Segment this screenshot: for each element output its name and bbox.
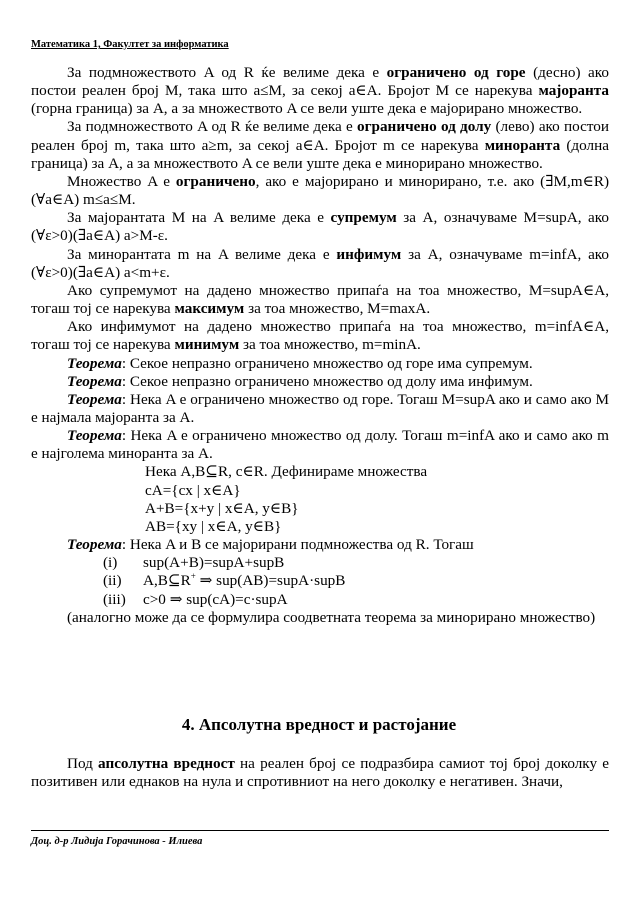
- list-number: (iii): [103, 590, 126, 608]
- term-absolute-value: апсолутна вредност: [98, 755, 235, 772]
- theorem-text: : Нека A и B се мајорирани подмножества од R. Тогаш: [121, 536, 474, 554]
- text-run: за A, означуваме M=supA, ако (∀ε>0)(∃a∈A) a>M-ε.: [31, 209, 609, 245]
- theorem-label: Теорема: [67, 536, 122, 554]
- theorem-text: : Нека A е ограничено множество од горе. Тогаш M=supA ако и само ако M е најмала мајоранта за A.: [31, 390, 609, 426]
- list-text: [143, 572, 345, 590]
- theorem-3: [31, 391, 609, 427]
- term-bounded: ограничено: [175, 172, 256, 190]
- theorem-4: [31, 427, 609, 463]
- definition-line: A+B={x+y | x∈A, y∈B}: [145, 499, 299, 517]
- theorem-text: : Секое непразно ограничено множество од долу има инфимум.: [121, 372, 533, 390]
- theorem-label: Теорема: [67, 390, 122, 408]
- page-footer: Доц. д-р Лидија Горачинова - Илиева: [31, 836, 203, 847]
- paragraph-absolute-value: [31, 755, 609, 791]
- theorem-2: [31, 373, 609, 391]
- theorem-text: : Нека A е ограничено множество од долу. Тогаш m=infA ако и само ако m е најголема миноранта за A.: [31, 427, 609, 463]
- list-text-post: ⇒ sup(AB)=supA·supB: [195, 572, 346, 590]
- text-run: за тоа множество, m=minA.: [239, 336, 421, 354]
- text-run: (долна граница) за A, а за множеството A се вели уште дека е минорирано множество.: [31, 136, 609, 172]
- paragraph-bounded-above: [31, 64, 609, 118]
- term-infimum: инфимум: [336, 245, 402, 263]
- text-run: (горна граница) за A, а за множеството A се вели уште дека е мајорирано множество.: [31, 100, 583, 118]
- paragraph-bounded: [31, 173, 609, 209]
- text-run: за тоа множество, M=maxA.: [244, 300, 431, 318]
- theorem-label: Теорема: [67, 354, 122, 372]
- term-supremum: супремум: [330, 209, 397, 227]
- section-title: 4. Апсолутна вредност и растојание: [181, 715, 457, 734]
- term-bounded-above: ограничено од горе: [386, 64, 526, 81]
- text-run: Множество A е: [67, 172, 176, 190]
- paragraph-bounded-below: [31, 118, 609, 172]
- text-run: За подмножеството A од R ќе велиме дека е: [67, 64, 387, 81]
- text-run: , ако е мајорирано и минорирано, т.е. ако (∃M,m∈R)(∀a∈A) m≤a≤M.: [31, 172, 610, 209]
- list-number: (ii): [103, 572, 122, 590]
- term-bounded-below: ограничено од долу: [357, 118, 492, 136]
- section-paragraph: [31, 755, 609, 791]
- definition-line: AB={xy | x∈A, y∈B}: [145, 517, 282, 535]
- theorem-label: Теорема: [67, 372, 122, 390]
- text-run: (десно) ако постои реален број M, така што a≤M, за секој a∈A. Бројот M се нарекува: [31, 64, 609, 100]
- page-header: Математика 1, Факултет за информатика: [31, 39, 229, 50]
- list-text: c>0 ⇒ sup(cA)=c·supA: [143, 590, 288, 608]
- theorem-text: : Секое непразно ограничено множество од горе има супремум.: [121, 354, 533, 372]
- main-text: [31, 64, 609, 627]
- text-run: Под: [67, 755, 99, 772]
- paragraph-minimum: [31, 318, 609, 354]
- list-item: [31, 554, 609, 572]
- list-number: (i): [103, 554, 118, 572]
- list-text-pre: A,B⊆R: [143, 572, 191, 590]
- theorem-5: [31, 536, 609, 554]
- list-item: [31, 572, 609, 590]
- theorem-label: Теорема: [67, 427, 122, 445]
- term-minimum: минимум: [174, 336, 240, 354]
- term-majorant: мајоранта: [538, 82, 609, 100]
- list-item: [31, 591, 609, 609]
- text-run: Ако супремумот на дадено множество припаѓа на тоа множество, M=supA∈A, тогаш тој се нарекува: [31, 281, 609, 318]
- superscript-plus: +: [190, 571, 196, 582]
- term-maximum: максимум: [174, 300, 245, 318]
- paragraph-supremum: [31, 209, 609, 245]
- text-run: за A, означуваме m=infA, ако (∀ε>0)(∃a∈A) a<m+ε.: [31, 245, 610, 281]
- theorem-1: [31, 355, 609, 373]
- text-run: (лево) ако постои реален број m, така што a≥m, за секој a∈A. Бројот m се нарекува: [31, 118, 609, 154]
- definition-line: Нека A,B⊆R, c∈R. Дефинираме множества: [145, 463, 428, 481]
- analogous-note: (аналогно може да се формулира соодветната теорема за минорирано множество): [67, 608, 596, 626]
- footer-divider: [31, 830, 609, 831]
- list-text: sup(A+B)=supA+supB: [143, 554, 285, 572]
- text-run: Ако инфимумот на дадено множество припаѓа на тоа множество, m=infA∈A, тогаш тој се нарекува: [31, 318, 609, 354]
- text-run: За минорантата m на A велиме дека е: [67, 245, 337, 263]
- text-run: За мајорантата M на A велиме дека е: [67, 209, 331, 227]
- text-run: на реален број се подразбира самиот тој број доколку е позитивен или еднаков на нула и спротивниот на него доколку е негативен. Значи,: [31, 755, 609, 791]
- term-minorant: миноранта: [484, 136, 561, 154]
- text-run: За подмножеството A од R ќе велиме дека е: [67, 118, 358, 136]
- paragraph-infimum: [31, 246, 609, 282]
- paragraph-maximum: [31, 282, 609, 318]
- definition-line: cA={cx | x∈A}: [145, 481, 241, 499]
